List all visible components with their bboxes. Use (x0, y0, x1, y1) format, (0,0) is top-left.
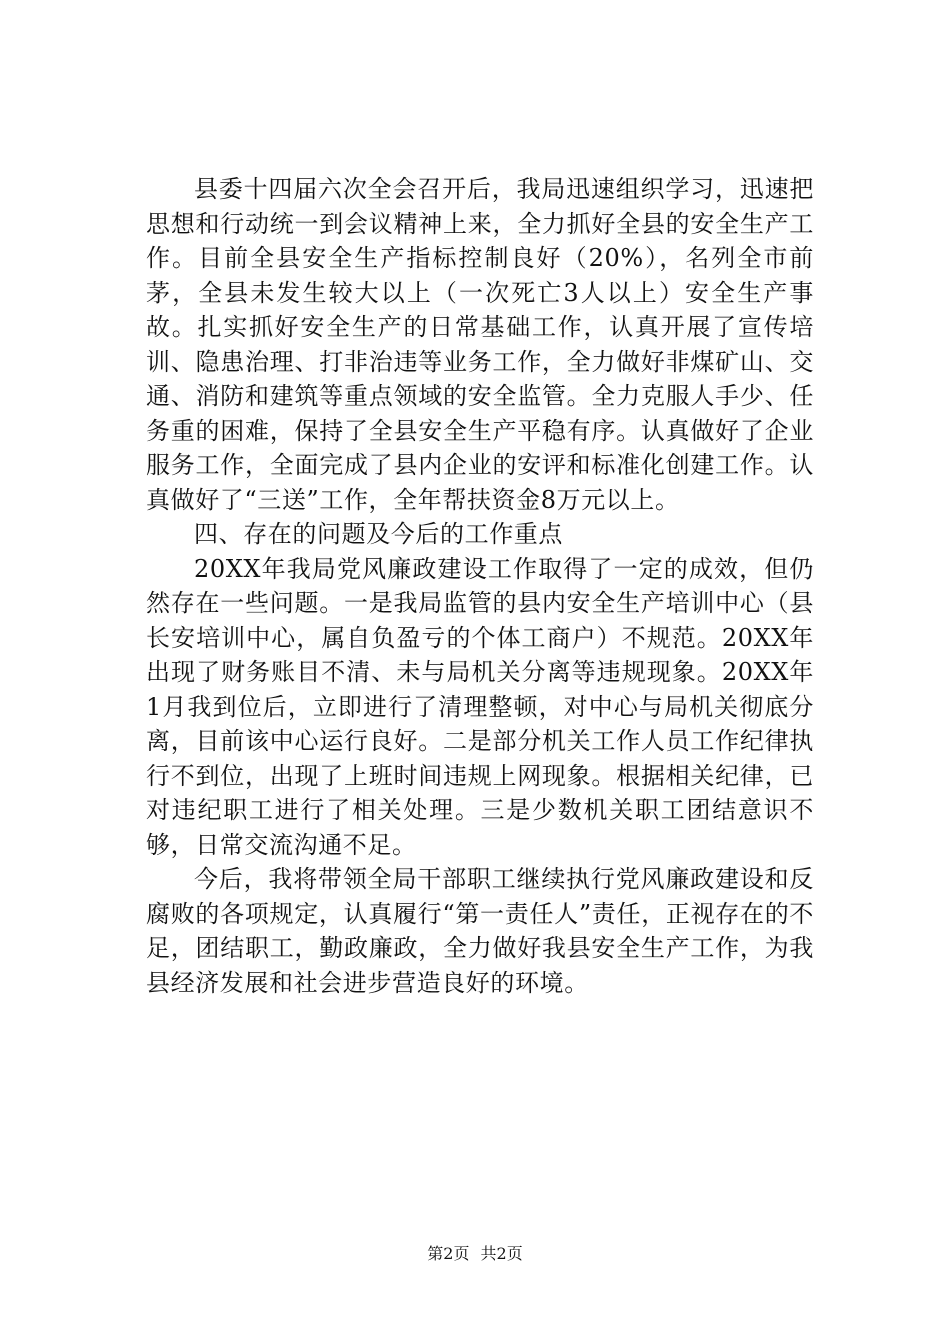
section-heading-problems: 四、存在的问题及今后的工作重点 (194, 520, 563, 548)
page-total: 共2页 (480, 1244, 523, 1263)
page-footer (0, 1244, 950, 1264)
page-number: 第2页 (427, 1244, 470, 1263)
paragraph-safety-work: 县委十四届六次全会召开后，我局迅速组织学习，迅速把思想和行动统一到会议精神上来，全力抓好全县的安全生产工作。目前全县安全生产指标控制良好（20%），名列全市前茅，全县未发生较大以上（一次死亡3人以上）安全生产事故。扎实抓好安全生产的日常基础工作，认真开展了宣传培训、隐患治理、打非治违等业务工作，全力做好非煤矿山、交通、消防和建筑等重点领域的安全监管。全力克服人手少、任务重的困难，保持了全县安全生产平稳有序。认真做好了企业服务工作，全面完成了县内企业的安评和标准化创建工作。认真做好了“三送”工作，全年帮扶资金8万元以上。 (146, 175, 814, 514)
document-body (146, 172, 814, 1000)
paragraph-problems: 20XX年我局党风廉政建设工作取得了一定的成效，但仍然存在一些问题。一是我局监管的县内安全生产培训中心（县长安培训中心，属自负盈亏的个体工商户）不规范。20XX年出现了财务账目不清、未与局机关分离等违规现象。20XX年1月我到位后，立即进行了清理整顿，对中心与局机关彻底分离，目前该中心运行良好。二是部分机关工作人员工作纪律执行不到位，出现了上班时间违规上网现象。根据相关纪律，已对违纪职工进行了相关处理。三是少数机关职工团结意识不够，日常交流沟通不足。 (146, 554, 814, 859)
paragraph-future-plan: 今后，我将带领全局干部职工继续执行党风廉政建设和反腐败的各项规定，认真履行“第一责任人”责任，正视存在的不足，团结职工，勤政廉政，全力做好我县安全生产工作，为我县经济发展和社会进步营造良好的环境。 (146, 865, 814, 997)
